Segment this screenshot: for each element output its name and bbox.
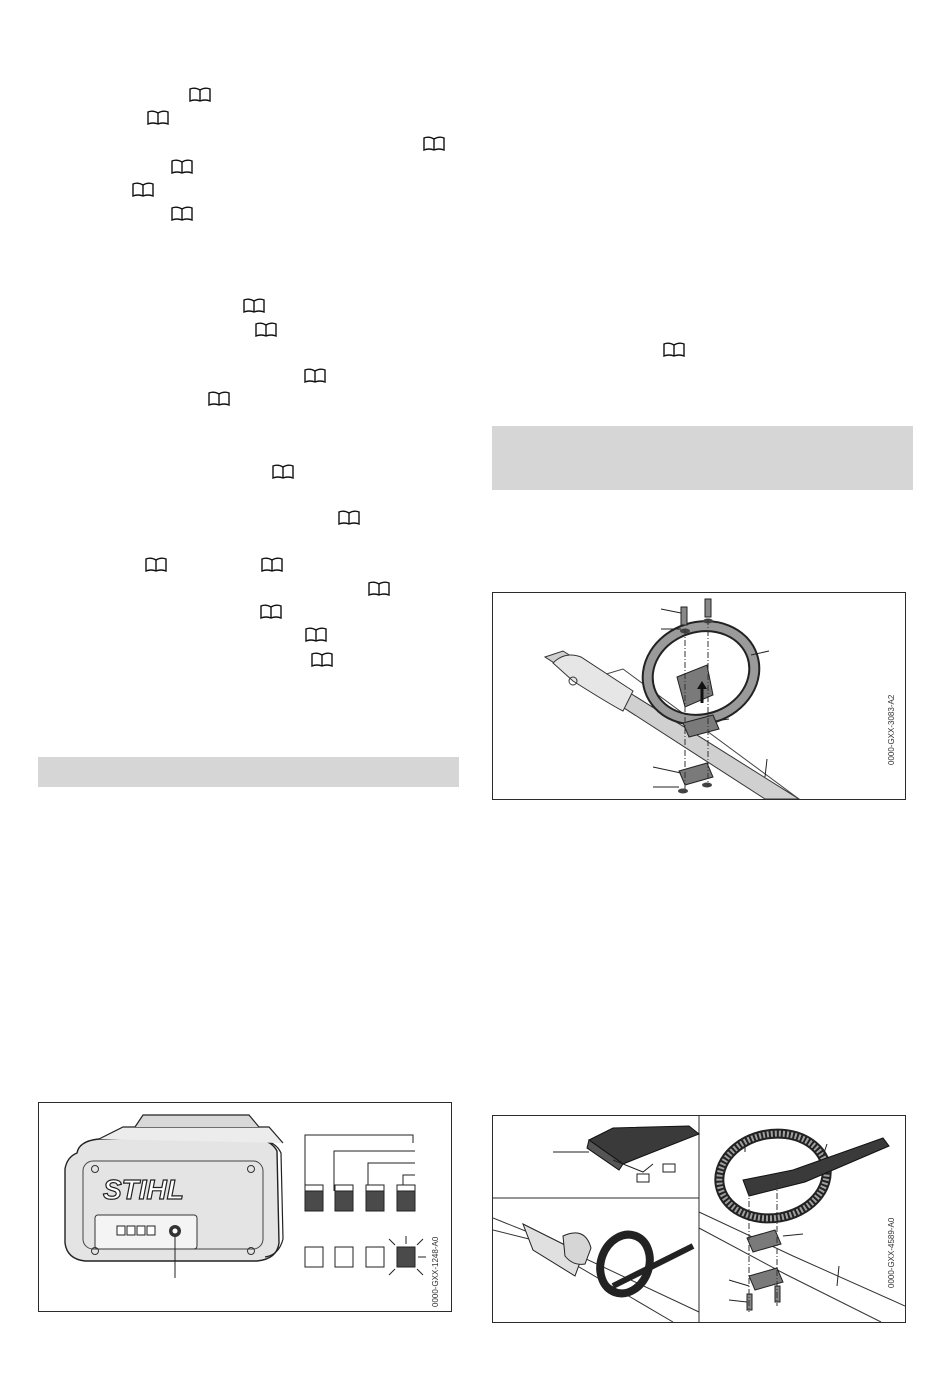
book-icon [243,298,265,313]
book-icon [272,464,294,479]
book-icon [147,110,169,125]
svg-text:STIHL: STIHL [103,1174,184,1205]
figure-code: 0000-GXX-3083-A2 [887,694,896,765]
book-icon [663,342,685,357]
book-icon [311,652,333,667]
book-icon [338,510,360,525]
book-icon [261,557,283,572]
loop-handle-figure [492,592,906,800]
barrier-bar-illustration [493,1116,905,1322]
book-icon [368,581,390,596]
battery-illustration [39,1103,451,1311]
battery-charge-figure [38,1102,452,1312]
figure-code: 0000-GXX-1248-A0 [431,1236,440,1307]
loop-handle-barrier-figure [492,1115,906,1323]
book-icon [171,159,193,174]
stihl-logo [103,1174,184,1205]
book-icon [260,604,282,619]
book-icon [189,87,211,102]
section-heading-bar-right [492,426,913,490]
figure-code: 0000-GXX-4589-A0 [887,1217,896,1288]
section-heading-bar-left [38,757,459,787]
book-icon [145,557,167,572]
book-icon [305,627,327,642]
book-icon [255,322,277,337]
book-icon [208,391,230,406]
book-icon [132,182,154,197]
book-icon [304,368,326,383]
book-icon [423,136,445,151]
loop-handle-illustration [493,593,905,799]
book-icon [171,206,193,221]
